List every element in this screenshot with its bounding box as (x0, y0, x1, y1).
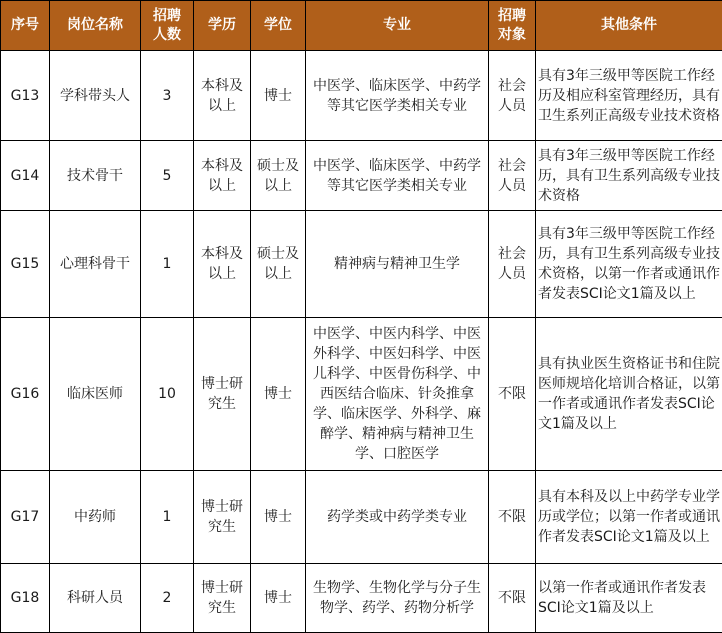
table-row (1, 318, 722, 471)
cell-education: 博士研究生 (194, 318, 251, 471)
cell-target: 社会人员 (489, 211, 536, 318)
cell-target: 不限 (489, 471, 536, 564)
cell-target: 不限 (489, 318, 536, 471)
header-other: 其他条件 (536, 1, 722, 51)
cell-target: 不限 (489, 564, 536, 633)
table-row (1, 51, 722, 141)
cell-degree: 博士 (251, 51, 306, 141)
cell-count: 1 (141, 211, 194, 318)
cell-other: 具有3年三级甲等医院工作经历及相应科室管理经历，具有卫生系列正高级专业技术资格 (536, 51, 722, 141)
header-count: 招聘人数 (141, 1, 194, 51)
cell-education: 本科及以上 (194, 141, 251, 211)
cell-degree: 博士 (251, 564, 306, 633)
cell-major: 生物学、生物化学与分子生物学、药学、药物分析学 (306, 564, 489, 633)
cell-seq: G18 (1, 564, 50, 633)
header-target: 招聘对象 (489, 1, 536, 51)
cell-seq: G17 (1, 471, 50, 564)
cell-count: 10 (141, 318, 194, 471)
table-row (1, 211, 722, 318)
cell-major: 中医学、临床医学、中药学等其它医学类相关专业 (306, 51, 489, 141)
cell-seq: G16 (1, 318, 50, 471)
cell-other: 具有3年三级甲等医院工作经历，具有卫生系列高级专业技术资格 (536, 141, 722, 211)
cell-count: 5 (141, 141, 194, 211)
cell-education: 本科及以上 (194, 211, 251, 318)
cell-position: 临床医师 (50, 318, 141, 471)
table-row (1, 471, 722, 564)
cell-position: 心理科骨干 (50, 211, 141, 318)
cell-position: 中药师 (50, 471, 141, 564)
header-major: 专业 (306, 1, 489, 51)
header-row (1, 1, 722, 51)
header-degree: 学位 (251, 1, 306, 51)
cell-position: 学科带头人 (50, 51, 141, 141)
cell-other: 具有3年三级甲等医院工作经历，具有卫生系列高级专业技术资格，以第一作者或通讯作者发表SCI论文1篇及以上 (536, 211, 722, 318)
cell-education: 博士研究生 (194, 564, 251, 633)
cell-seq: G13 (1, 51, 50, 141)
cell-position: 技术骨干 (50, 141, 141, 211)
table-row (1, 141, 722, 211)
cell-major: 中医学、临床医学、中药学等其它医学类相关专业 (306, 141, 489, 211)
cell-major: 精神病与精神卫生学 (306, 211, 489, 318)
cell-degree: 硕士及以上 (251, 141, 306, 211)
cell-other: 以第一作者或通讯作者发表SCI论文1篇及以上 (536, 564, 722, 633)
cell-target: 社会人员 (489, 141, 536, 211)
header-position: 岗位名称 (50, 1, 141, 51)
cell-count: 1 (141, 471, 194, 564)
cell-education: 博士研究生 (194, 471, 251, 564)
cell-degree: 硕士及以上 (251, 211, 306, 318)
cell-degree: 博士 (251, 471, 306, 564)
cell-other: 具有执业医生资格证书和住院医师规培化培训合格证，以第一作者或通讯作者发表SCI论文1篇及以上 (536, 318, 722, 471)
header-seq: 序号 (1, 1, 50, 51)
cell-count: 2 (141, 564, 194, 633)
cell-target: 社会人员 (489, 51, 536, 141)
header-education: 学历 (194, 1, 251, 51)
cell-major: 中医学、中医内科学、中医外科学、中医妇科学、中医儿科学、中医骨伤科学、中西医结合临床、针灸推拿学、临床医学、外科学、麻醉学、精神病与精神卫生学、口腔医学 (306, 318, 489, 471)
cell-seq: G15 (1, 211, 50, 318)
cell-other: 具有本科及以上中药学专业学历或学位；以第一作者或通讯作者发表SCI论文1篇及以上 (536, 471, 722, 564)
cell-count: 3 (141, 51, 194, 141)
cell-degree: 博士 (251, 318, 306, 471)
cell-education: 本科及以上 (194, 51, 251, 141)
cell-seq: G14 (1, 141, 50, 211)
cell-position: 科研人员 (50, 564, 141, 633)
cell-major: 药学类或中药学类专业 (306, 471, 489, 564)
table-row (1, 564, 722, 633)
